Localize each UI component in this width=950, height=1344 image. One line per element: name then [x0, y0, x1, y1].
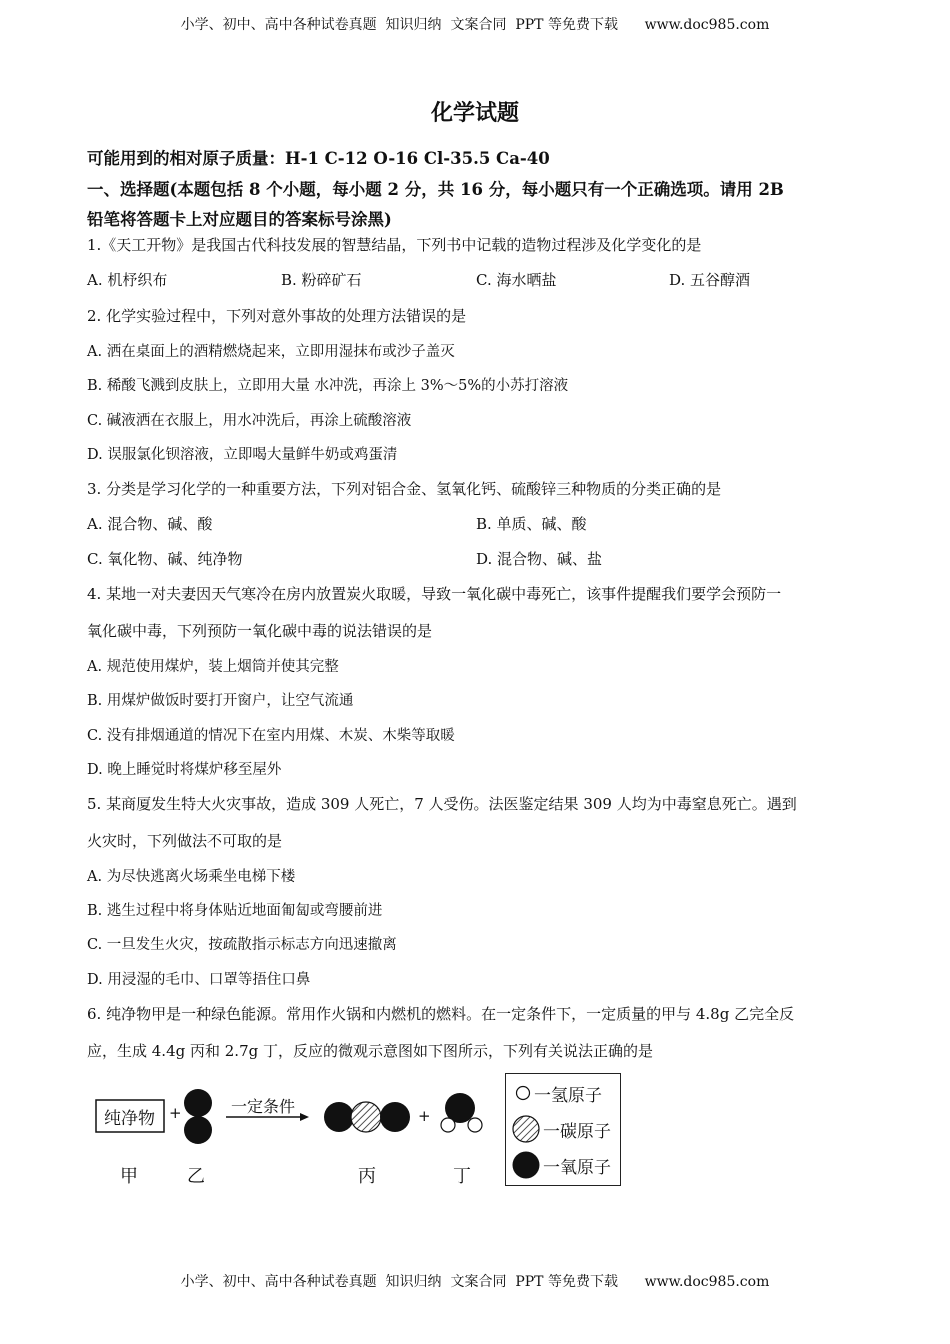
plus-sign: +: [169, 1104, 182, 1122]
q4-option-b: B. 用煤炉做饭时要打开窗户，让空气流通: [87, 693, 354, 709]
q3-option-b: B. 单质、碱、酸: [476, 515, 587, 533]
oxygen-legend-icon: [511, 1150, 541, 1180]
q1-option-c: C. 海水晒盐: [476, 271, 557, 289]
oxygen-atom: [184, 1116, 212, 1144]
reaction-condition: 一定条件: [231, 1097, 296, 1116]
page-footer: 小学、初中、高中各种试卷真题 知识归纳 文案合同 PPT 等免费下载 www.doc985.com: [180, 1274, 770, 1290]
arrow-head: [300, 1113, 309, 1121]
q2-option-a: A. 洒在桌面上的酒精燃烧起来，立即用湿抹布或沙子盖灭: [87, 344, 455, 360]
q4-stem-line1: 4. 某地一对夫妻因天气寒冷在房内放置炭火取暖，导致一氧化碳中毒死亡，该事件提醒我们要学会预防一: [87, 585, 782, 603]
q2-option-c: C. 碱液洒在衣服上，用水冲洗后，再涂上硫酸溶液: [87, 413, 412, 429]
q1-option-d: D. 五谷醇酒: [669, 271, 751, 289]
atom-legend: [505, 1073, 621, 1186]
carbon-legend-icon: [511, 1114, 541, 1144]
oxygen-atom: [380, 1102, 410, 1132]
q1-option-a: A. 机杼织布: [87, 271, 168, 289]
reaction-graphic: [90, 1070, 510, 1190]
q1-stem: 1.《天工开物》是我国古代科技发展的智慧结晶，下列书中记载的造物过程涉及化学变化的是: [87, 236, 702, 254]
q1-option-b: B. 粉碎矿石: [281, 271, 362, 289]
oxygen-atom: [324, 1102, 354, 1132]
label-ding: 丁: [453, 1166, 471, 1187]
q2-option-b: B. 稀酸飞溅到皮肤上，立即用大量 水冲洗，再涂上 3%～5%的小苏打溶液: [87, 378, 569, 394]
section-heading-line2: 铅笔将答题卡上对应题目的答案标号涂黑): [87, 210, 392, 229]
label-jia: 甲: [120, 1166, 138, 1187]
legend-row-oxygen: [511, 1148, 611, 1182]
q5-option-d: D. 用浸湿的毛巾、口罩等捂住口鼻: [87, 972, 311, 988]
hydrogen-legend-icon: [514, 1084, 532, 1102]
q4-option-a: A. 规范使用煤炉，装上烟筒并使其完整: [87, 659, 339, 675]
q4-stem-line2: 氧化碳中毒，下列预防一氧化碳中毒的说法错误的是: [87, 622, 433, 640]
pure-substance-label: 纯净物: [104, 1109, 155, 1129]
page-header: 小学、初中、高中各种试卷真题 知识归纳 文案合同 PPT 等免费下载 www.doc985.com: [180, 17, 770, 33]
q5-stem-line2: 火灾时，下列做法不可取的是: [87, 832, 283, 850]
q4-option-d: D. 晚上睡觉时将煤炉移至屋外: [87, 762, 282, 778]
legend-row-carbon: [511, 1112, 611, 1146]
q5-option-a: A. 为尽快逃离火场乘坐电梯下楼: [87, 869, 296, 885]
q2-option-d: D. 误服氯化钡溶液，立即喝大量鲜牛奶或鸡蛋清: [87, 447, 398, 463]
legend-hydrogen-label: 一氢原子: [534, 1085, 602, 1106]
page-title: 化学试题: [430, 100, 519, 126]
legend-carbon-label: 一碳原子: [543, 1121, 611, 1142]
q3-option-c: C. 氧化物、碱、纯净物: [87, 550, 243, 568]
section-heading-line1: 一、选择题(本题包括 8 个小题，每小题 2 分，共 16 分，每小题只有一个正确选项。请用 2B: [87, 180, 784, 199]
hydrogen-atom: [441, 1118, 455, 1132]
oxygen-atom: [184, 1089, 212, 1117]
q3-option-a: A. 混合物、碱、酸: [87, 515, 213, 533]
label-bing: 丙: [358, 1166, 376, 1187]
legend-oxygen-label: 一氧原子: [543, 1157, 611, 1178]
q3-stem: 3. 分类是学习化学的一种重要方法，下列对铝合金、氢氧化钙、硫酸锌三种物质的分类正确的是: [87, 480, 722, 498]
hydrogen-atom: [468, 1118, 482, 1132]
plus-sign-2: +: [418, 1107, 431, 1125]
q5-stem-line1: 5. 某商厦发生特大火灾事故，造成 309 人死亡，7 人受伤。法医鉴定结果 309 人均为中毒窒息死亡。遇到: [87, 795, 797, 813]
q3-option-d: D. 混合物、碱、盐: [476, 550, 603, 568]
q6-stem-line1: 6. 纯净物甲是一种绿色能源。常用作火锅和内燃机的燃料。在一定条件下，一定质量的甲与 4.8g 乙完全反: [87, 1005, 795, 1023]
q6-stem-line2: 应，生成 4.4g 丙和 2.7g 丁，反应的微观示意图如下图所示，下列有关说法正确的是: [87, 1042, 653, 1060]
label-yi: 乙: [187, 1166, 205, 1187]
q2-stem: 2. 化学实验过程中，下列对意外事故的处理方法错误的是: [87, 307, 467, 325]
legend-row-hydrogen: [514, 1076, 602, 1110]
q5-option-b: B. 逃生过程中将身体贴近地面匍匐或弯腰前进: [87, 903, 383, 919]
q4-option-c: C. 没有排烟通道的情况下在室内用煤、木炭、木柴等取暖: [87, 728, 455, 744]
atomic-mass-line: 可能用到的相对原子质量：H-1 C-12 O-16 Cl-35.5 Ca-40: [87, 149, 550, 168]
carbon-atom: [351, 1102, 381, 1132]
q5-option-c: C. 一旦发生火灾，按疏散指示标志方向迅速撤离: [87, 937, 397, 953]
